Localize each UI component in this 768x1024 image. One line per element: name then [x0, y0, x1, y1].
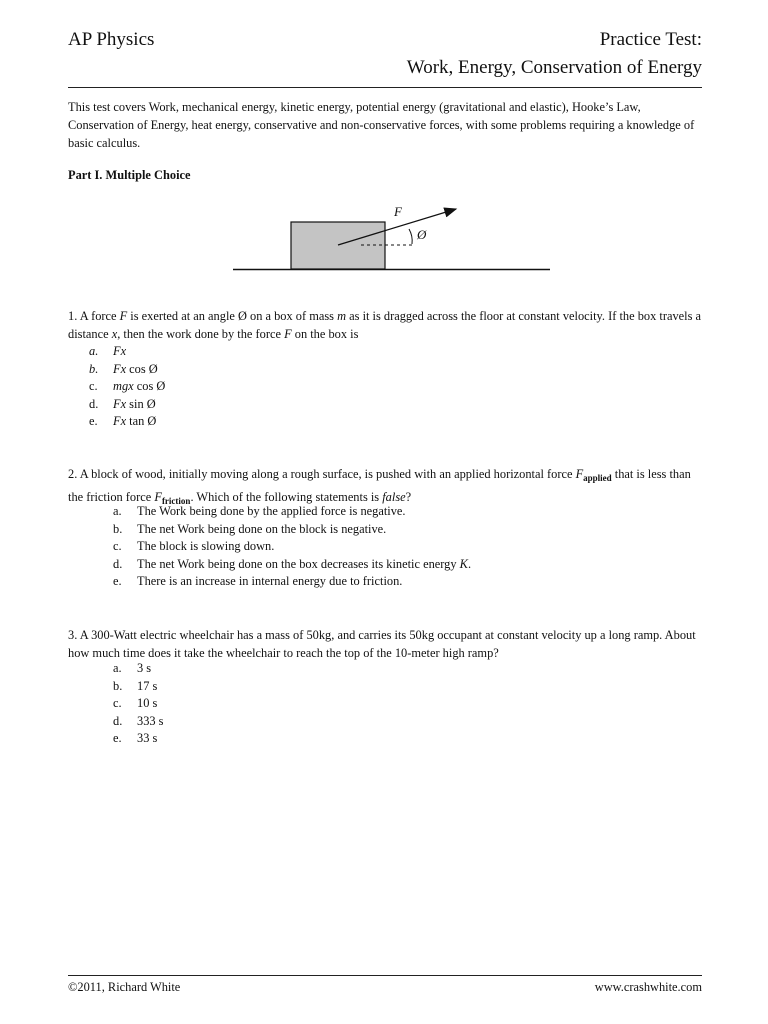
force-label: F: [394, 204, 402, 219]
copyright: ©2011, Richard White: [68, 980, 181, 994]
intro-paragraph: This test covers Work, mechanical energy, kinetic energy, potential energy (gravitational and elastic), Hooke’s Law, Conservation of Energy, heat energy, conservative and non-conservative forces, with some problems requiring a knowledge of basic calculus.: [68, 100, 695, 150]
var-F: F: [154, 490, 162, 504]
option-c: c. mgx cos Ø: [89, 379, 166, 393]
angle-label: Ø: [417, 227, 427, 242]
option-a: a. 3 s: [113, 661, 152, 675]
option-a: a. Fx: [89, 344, 127, 358]
part1-title: Part I. Multiple Choice: [68, 168, 191, 182]
var-x: x: [111, 327, 118, 341]
test-topic: Work, Energy, Conservation of Energy: [406, 57, 702, 78]
header-divider: [68, 87, 702, 88]
var-F: F: [119, 309, 128, 323]
test-label: Practice Test:: [599, 29, 702, 50]
question-2: 2. A block of wood, initially moving along a rough surface, is pushed with an applied horizontal force $F_{applied}$ that is less than the friction force $F_{friction}$. Which of the following statements is false?: [68, 467, 691, 506]
var-F: F: [284, 327, 292, 341]
option-b: b. 17 s: [113, 678, 158, 693]
question-2-options: [113, 503, 471, 591]
angle-arc: [409, 229, 412, 244]
option-d: d. 333 s: [113, 713, 164, 728]
option-d: d. Fx sin Ø: [89, 396, 156, 411]
box-shape: [291, 222, 385, 269]
website-link[interactable]: www.crashwhite.com: [594, 980, 702, 994]
question-3-options: [113, 660, 164, 748]
option-e: e. 33 s: [113, 731, 158, 745]
option-b: b. The net Work being done on the block is negative.: [113, 521, 387, 536]
option-c: c. 10 s: [113, 696, 158, 710]
subscript-friction: friction: [161, 496, 191, 506]
subscript-applied: applied: [583, 473, 612, 483]
option-e: e. Fx tan Ø: [89, 414, 157, 428]
var-K: K: [459, 556, 468, 571]
var-m: m: [337, 309, 347, 323]
option-e: e. There is an increase in internal energy due to friction.: [113, 574, 403, 588]
question-1-options: [89, 343, 165, 431]
var-F: F: [575, 467, 584, 481]
option-d: d. The net Work being done on the box decreases its kinetic energy K.: [113, 556, 472, 571]
course-title: AP Physics: [68, 29, 155, 50]
footer-divider: [68, 975, 702, 976]
option-b: b. Fx cos Ø: [89, 361, 158, 376]
false-word: false: [382, 490, 406, 504]
question-3: 3. A 300-Watt electric wheelchair has a mass of 50kg, and carries its 50kg occupant at constant velocity up a long ramp. About how much time does it take the wheelchair to reach the top of the 10-meter high ramp?: [68, 628, 696, 660]
question-1: 1. A force F is exerted at an angle Ø on a box of mass m as it is dragged across the floor at constant velocity. If the box travels a distance x, then the work done by the force F on the box is: [68, 309, 702, 341]
option-c: c. The block is slowing down.: [113, 539, 275, 553]
option-a: a. The Work being done by the applied force is negative.: [113, 504, 406, 518]
force-diagram: [225, 196, 555, 276]
